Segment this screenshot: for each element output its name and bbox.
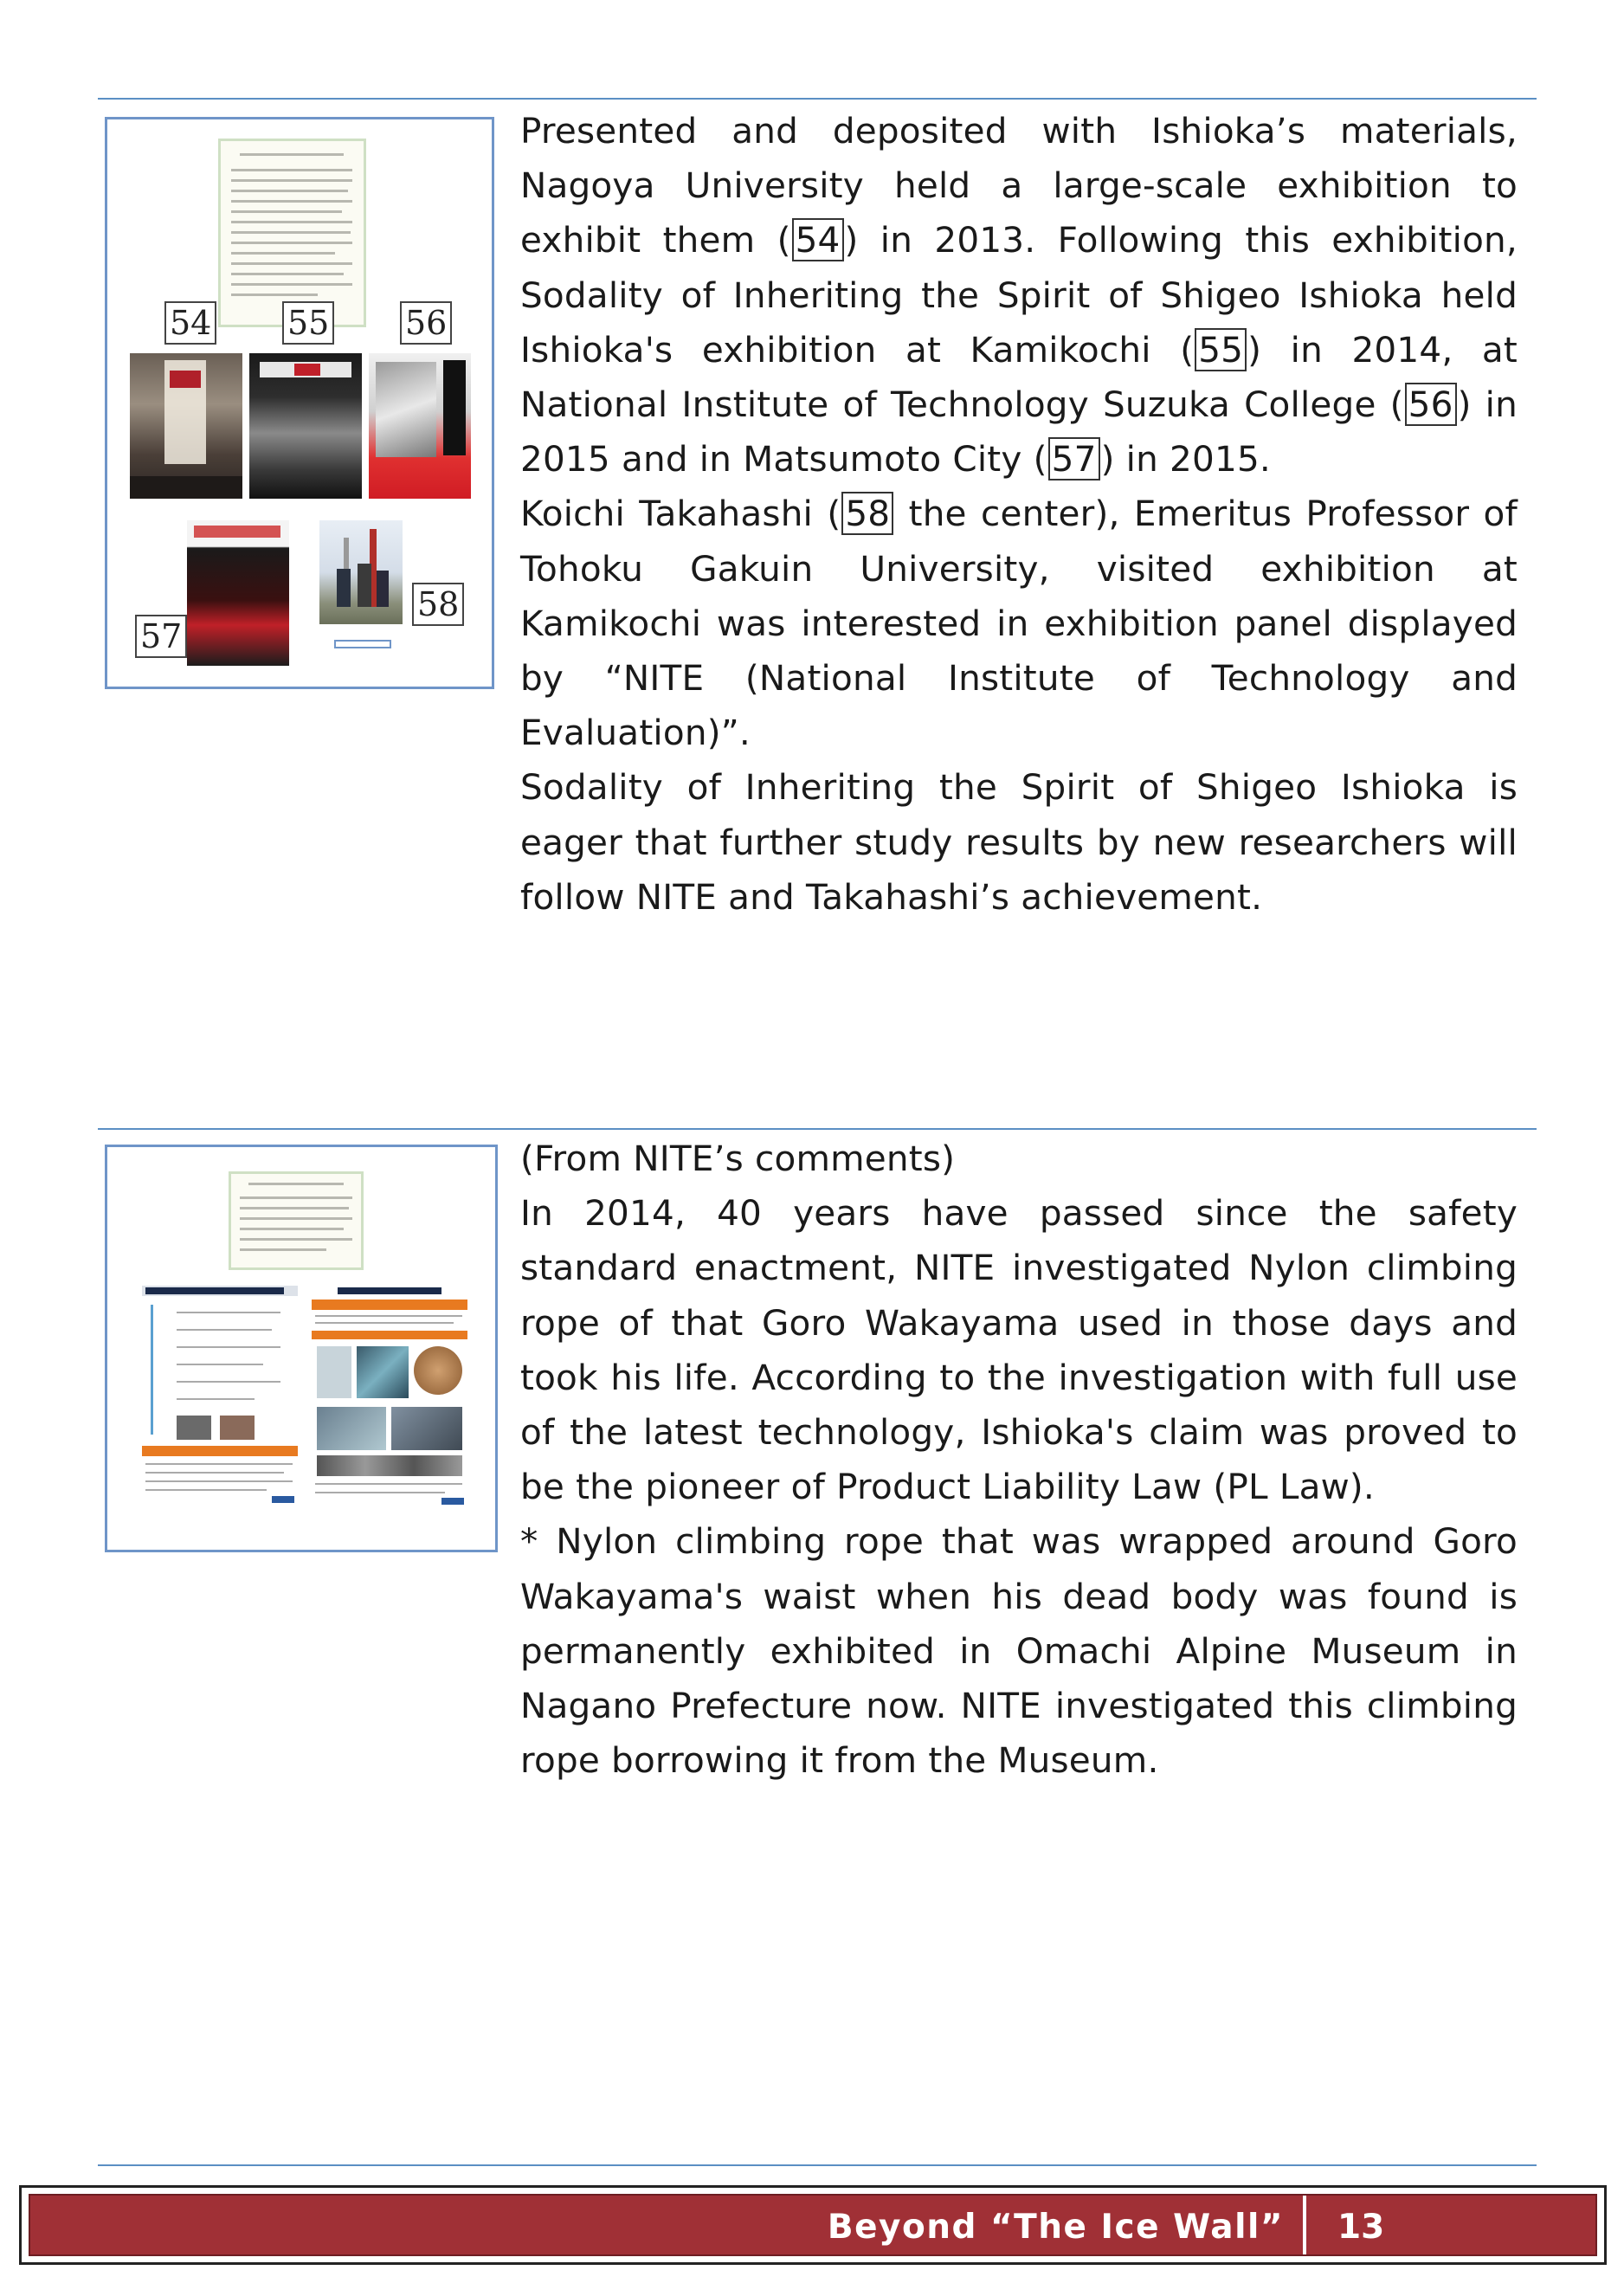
poster-image-55 bbox=[249, 353, 362, 499]
figure-label-55: 55 bbox=[282, 301, 334, 345]
ref-55: 55 bbox=[1195, 328, 1247, 371]
ref-58: 58 bbox=[841, 492, 893, 535]
figure-label-54: 54 bbox=[164, 301, 216, 345]
bottom-divider-rule bbox=[98, 2164, 1537, 2166]
photo-image-58 bbox=[319, 520, 403, 624]
paragraph-exhibitions: Presented and deposited with Ishioka’s materials, Nagoya University held a large-scale exhibition to exhibit them ( 54 ) in 2013. Following this exhibition, Sodality of Inheriting the Spirit of Shigeo Ishioka held Ishioka's exhibition at Kamikochi ( 55 ) in 2014, at National Institute of Technology Suzuka College ( 56 ) in 2015 and in Matsumoto City ( 57 ) in 2015. bbox=[520, 110, 1518, 480]
nite-panels-figure bbox=[105, 1145, 498, 1552]
footer-book-title: Beyond “The Ice Wall” bbox=[827, 2208, 1284, 2247]
footer-bar bbox=[29, 2194, 1597, 2256]
poster-image-57 bbox=[187, 520, 289, 666]
nite-history-panel bbox=[142, 1286, 298, 1506]
paragraph-takahashi: Koichi Takahashi ( 58 the center), Emeritus Professor of Tohoku Gakuin University, visited exhibition at Kamikochi was interested in exhibition panel displayed by “NITE (National Institute of Technology and Evaluation)”. bbox=[520, 493, 1518, 754]
ref-56: 56 bbox=[1405, 383, 1457, 426]
poster-image-56 bbox=[369, 353, 471, 499]
photo-caption-bar bbox=[334, 640, 391, 648]
section1-text bbox=[520, 104, 1518, 925]
page-footer bbox=[19, 2185, 1607, 2265]
figure-label-57: 57 bbox=[135, 615, 187, 658]
figure-label-56: 56 bbox=[400, 301, 452, 345]
paragraph-nite-investigation: In 2014, 40 years have passed since the safety standard enactment, NITE investigated Nylon climbing rope of that Goro Wakayama used in those days and took his life. According to the investigation with full use of the latest technology, Ishioka's claim was proved to be the pioneer of Product Liability Law (PL Law). bbox=[520, 1192, 1518, 1508]
ref-54: 54 bbox=[792, 218, 844, 261]
middle-divider-rule bbox=[98, 1128, 1537, 1130]
ref-57: 57 bbox=[1048, 437, 1100, 480]
poster-image-54 bbox=[130, 353, 242, 499]
paragraph-nite-heading: (From NITE’s comments) bbox=[520, 1138, 956, 1179]
top-divider-rule bbox=[98, 98, 1537, 100]
document-sheet-image-2 bbox=[229, 1171, 364, 1270]
page-number: 13 bbox=[1337, 2208, 1385, 2247]
rope-investigation-panel bbox=[312, 1286, 467, 1506]
section2-text bbox=[520, 1132, 1518, 1788]
figure-label-58: 58 bbox=[412, 583, 464, 626]
footer-divider bbox=[1303, 2196, 1306, 2254]
document-sheet-image bbox=[218, 139, 366, 327]
paragraph-sodality: Sodality of Inheriting the Spirit of Shigeo Ishioka is eager that further study results by new researchers will follow NITE and Takahashi’s achievement. bbox=[520, 766, 1518, 918]
paragraph-rope-note: * Nylon climbing rope that was wrapped around Goro Wakayama's waist when his dead body was found is permanently exhibited in Omachi Alpine Museum in Nagano Prefecture now. NITE investigated this climbing rope borrowing it from the Museum. bbox=[520, 1520, 1518, 1782]
exhibition-figure bbox=[105, 117, 494, 689]
